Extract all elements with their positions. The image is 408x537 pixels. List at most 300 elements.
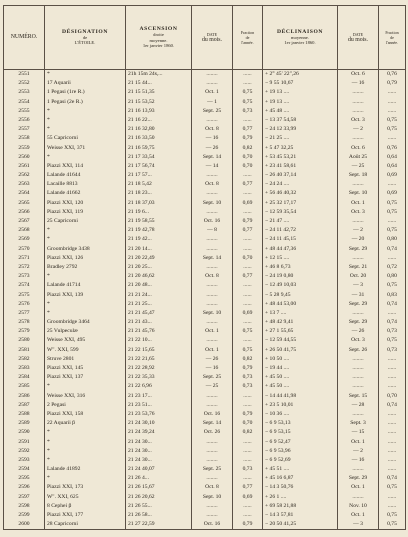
declination-date: ........ [338, 134, 379, 143]
declination-fraction: ...... [379, 428, 406, 437]
table-row [4, 428, 406, 437]
declination-fraction: 0,64 [379, 153, 406, 162]
right-ascension: 21 18 23... [126, 189, 192, 198]
ascension-date: Sept. 10 [192, 309, 233, 318]
declination-fraction: ...... [379, 180, 406, 189]
ascension-fraction: 0,73 [233, 465, 263, 474]
declination-date: — 31 [338, 291, 379, 300]
declination: − 12 59 35,54 [263, 208, 338, 217]
right-ascension: 21 19 42,78 [126, 226, 192, 235]
header-designation: DÉSIGNATION de L'ÉTOILE. [45, 6, 126, 70]
declination-fraction: 0,73 [379, 346, 406, 355]
declination-fraction: 0,74 [379, 300, 406, 309]
right-ascension: 21 20 46,62 [126, 272, 192, 281]
declination: − 21 25 .... [263, 134, 338, 143]
declination: + 69 58 21,88 [263, 502, 338, 511]
ascension-fraction: ...... [233, 79, 263, 88]
ascension-date: — 26 [192, 144, 233, 153]
right-ascension: 21 22 21,65 [126, 355, 192, 364]
table-row [4, 144, 406, 153]
declination-fraction: 0,74 [379, 474, 406, 483]
declination-date: — 15 [338, 428, 379, 437]
row-number: 2561 [4, 162, 45, 171]
declination: − 14 3 57,81 [263, 511, 338, 520]
declination-fraction: 0,76 [379, 144, 406, 153]
declination: − 24 11 45,15 [263, 235, 338, 244]
table-row [4, 116, 406, 125]
declination-date: ........ [338, 465, 379, 474]
table-row [4, 300, 406, 309]
star-designation: 28 Capricorni [45, 520, 126, 530]
declination-date: Oct. 3 [338, 336, 379, 345]
declination-date: — 25 [338, 162, 379, 171]
ascension-date: ........ [192, 511, 233, 520]
table-row [4, 208, 406, 217]
ascension-fraction: 0,79 [233, 520, 263, 530]
row-number: 2555 [4, 107, 45, 116]
ascension-fraction: ...... [233, 336, 263, 345]
star-designation: Weisse XXI, 495 [45, 336, 126, 345]
table-row [4, 502, 406, 511]
right-ascension: 21 15 44... [126, 79, 192, 88]
declination: − 12 59 44,55 [263, 336, 338, 345]
declination: − 10 36 .... [263, 410, 338, 419]
row-number: 2582 [4, 355, 45, 364]
declination-date: — 26 [338, 327, 379, 336]
declination: + 45 50 .... [263, 382, 338, 391]
right-ascension: 21 21 43... [126, 318, 192, 327]
declination-date: ........ [338, 309, 379, 318]
ascension-fraction: 0,73 [233, 373, 263, 382]
ascension-fraction: ...... [233, 502, 263, 511]
row-number: 2562 [4, 171, 45, 180]
ascension-fraction: 0,77 [233, 272, 263, 281]
row-number: 2600 [4, 520, 45, 530]
declination: + 2° 45' 22",26 [263, 70, 338, 80]
ascension-fraction: 0,69 [233, 493, 263, 502]
ascension-date: — 14 [192, 162, 233, 171]
ascension-date: Oct. 16 [192, 410, 233, 419]
ascension-date: Oct. 8 [192, 125, 233, 134]
declination: + 26 1 .... [263, 493, 338, 502]
declination-date: ........ [338, 180, 379, 189]
row-number: 2583 [4, 364, 45, 373]
declination-date: Sept. 29 [338, 300, 379, 309]
ascension-date: ........ [192, 79, 233, 88]
declination-date: Août 25 [338, 153, 379, 162]
table-row [4, 309, 406, 318]
row-number: 2576 [4, 300, 45, 309]
declination: − 14 3 50,76 [263, 483, 338, 492]
ascension-date: Oct. 1 [192, 346, 233, 355]
table-row [4, 419, 406, 428]
star-designation: Piazzi XXI, 158 [45, 410, 126, 419]
declination-fraction: ...... [379, 382, 406, 391]
row-number: 2557 [4, 125, 45, 134]
table-row [4, 474, 406, 483]
right-ascension: 21h 15m 24s,... [126, 70, 192, 80]
declination: + 48 44 47,36 [263, 245, 338, 254]
star-designation: 55 Capricorni [45, 134, 126, 143]
row-number: 2567 [4, 217, 45, 226]
right-ascension: 21 26 15,67 [126, 483, 192, 492]
declination: − 6 9 53,15 [263, 428, 338, 437]
ascension-date: Oct. 8 [192, 483, 233, 492]
right-ascension: 21 22 35,33 [126, 373, 192, 382]
row-number: 2581 [4, 346, 45, 355]
right-ascension: 21 16 32,80 [126, 125, 192, 134]
declination-fraction: ...... [379, 410, 406, 419]
ascension-date: — 16 [192, 364, 233, 373]
star-designation: W". XXI, 599 [45, 346, 126, 355]
ascension-date: ........ [192, 70, 233, 80]
right-ascension: 21 19 58,55 [126, 217, 192, 226]
declination: − 6 9 52,69 [263, 456, 338, 465]
right-ascension: 21 23 17... [126, 392, 192, 401]
ascension-fraction: 0,69 [233, 309, 263, 318]
declination-date: Oct. 6 [338, 144, 379, 153]
star-designation: Weisse XXI, 371 [45, 144, 126, 153]
star-designation: Piazzi XXI, 126 [45, 254, 126, 263]
star-designation: * [45, 309, 126, 318]
declination-fraction: 0,75 [379, 520, 406, 530]
ascension-date: ........ [192, 456, 233, 465]
right-ascension: 21 21 45,76 [126, 327, 192, 336]
ascension-fraction: ...... [233, 456, 263, 465]
declination-date: Nov. 10 [338, 502, 379, 511]
header-ascension: ASCENSION droite moyenne. 1er janvier 1860. [126, 6, 192, 70]
ascension-date: ........ [192, 281, 233, 290]
right-ascension: 21 24 30,10 [126, 419, 192, 428]
right-ascension: 21 19 6... [126, 208, 192, 217]
declination-fraction: 0,75 [379, 226, 406, 235]
star-designation: Piazzi XXI, 173 [45, 483, 126, 492]
row-number: 2596 [4, 483, 45, 492]
declination-date: Oct. 1 [338, 511, 379, 520]
ascension-date: Oct. 1 [192, 327, 233, 336]
declination-date: ........ [338, 254, 379, 263]
declination: + 13 7 .... [263, 309, 338, 318]
ascension-date: ........ [192, 291, 233, 300]
row-number: 2574 [4, 281, 45, 290]
declination-fraction: 0,69 [379, 171, 406, 180]
declination-date: — 20 [338, 235, 379, 244]
declination-date: ........ [338, 107, 379, 116]
row-number: 2566 [4, 208, 45, 217]
star-designation: Piazzi XXI, 137 [45, 373, 126, 382]
ascension-fraction: ...... [233, 392, 263, 401]
declination-date: — 3 [338, 281, 379, 290]
declination-date: — 28 [338, 401, 379, 410]
star-designation: 8 Cephei β [45, 502, 126, 511]
declination-fraction: ...... [379, 373, 406, 382]
table-row [4, 447, 406, 456]
declination-date: Sept. 10 [338, 189, 379, 198]
ascension-date: ........ [192, 392, 233, 401]
star-designation: Lacaille 8813 [45, 180, 126, 189]
row-number: 2573 [4, 272, 45, 281]
table-row [4, 254, 406, 263]
ascension-date: ........ [192, 318, 233, 327]
declination: − 13 37 54,58 [263, 116, 338, 125]
star-designation: * [45, 107, 126, 116]
star-designation: * [45, 438, 126, 447]
declination-fraction: 0,74 [379, 318, 406, 327]
declination: + 48 42 9,41 [263, 318, 338, 327]
row-number: 2570 [4, 245, 45, 254]
row-number: 2589 [4, 419, 45, 428]
right-ascension: 21 21 24... [126, 291, 192, 300]
declination-fraction: ...... [379, 88, 406, 97]
right-ascension: 21 22 6,96 [126, 382, 192, 391]
row-number: 2584 [4, 373, 45, 382]
row-number: 2565 [4, 199, 45, 208]
ascension-fraction: ...... [233, 171, 263, 180]
ascension-fraction: 0,75 [233, 98, 263, 107]
declination-fraction: ...... [379, 134, 406, 143]
row-number: 2585 [4, 382, 45, 391]
declination-fraction: 0,75 [379, 511, 406, 520]
right-ascension: 21 15 53,52 [126, 98, 192, 107]
table-row [4, 199, 406, 208]
ascension-date: Sept. 14 [192, 153, 233, 162]
star-designation: * [45, 116, 126, 125]
table-row [4, 483, 406, 492]
declination: − 19 44 .... [263, 364, 338, 373]
table-row [4, 346, 406, 355]
ascension-date: ........ [192, 116, 233, 125]
row-number: 2572 [4, 263, 45, 272]
declination-date: Sept. 21 [338, 263, 379, 272]
table-row [4, 520, 406, 530]
ascension-date: Sept. 25 [192, 465, 233, 474]
declination: − 9 55 10,67 [263, 79, 338, 88]
row-number: 2577 [4, 309, 45, 318]
right-ascension: 21 27 22,59 [126, 520, 192, 530]
declination-fraction: ...... [379, 419, 406, 428]
declination: − 6 9 53,96 [263, 447, 338, 456]
star-designation: 2 Pegasi [45, 401, 126, 410]
star-designation: * [45, 428, 126, 437]
right-ascension: 21 19 42... [126, 235, 192, 244]
declination-fraction: 0,75 [379, 336, 406, 345]
ascension-date: ........ [192, 502, 233, 511]
star-designation: Piazzi XXI, 177 [45, 511, 126, 520]
ascension-fraction: 0,79 [233, 134, 263, 143]
declination-fraction: ...... [379, 456, 406, 465]
ascension-date: — 8 [192, 226, 233, 235]
ascension-fraction: ...... [233, 401, 263, 410]
star-designation: Lalande 41892 [45, 465, 126, 474]
table-header-row [4, 6, 406, 70]
row-number: 2551 [4, 70, 45, 80]
star-designation: Piazzi XXI, 114 [45, 162, 126, 171]
declination-date: ........ [338, 493, 379, 502]
declination-date: ........ [338, 410, 379, 419]
table-row [4, 272, 406, 281]
declination-fraction: 0,75 [379, 116, 406, 125]
table-row [4, 364, 406, 373]
right-ascension: 21 18 37,03 [126, 199, 192, 208]
declination: + 25 32 17,17 [263, 199, 338, 208]
table-row [4, 373, 406, 382]
table-row [4, 70, 406, 80]
star-catalogue-table [3, 5, 406, 530]
declination: − 24 19 0,80 [263, 272, 338, 281]
row-number: 2560 [4, 153, 45, 162]
star-designation: Struve 2801 [45, 355, 126, 364]
right-ascension: 21 24 30... [126, 438, 192, 447]
declination-fraction: 0,79 [379, 79, 406, 88]
right-ascension: 21 24 39,24 [126, 428, 192, 437]
declination-fraction: 0,74 [379, 245, 406, 254]
declination-fraction: 0,74 [379, 401, 406, 410]
declination: − 24 24 .... [263, 180, 338, 189]
declination: + 56 46 40,32 [263, 189, 338, 198]
declination-fraction: ...... [379, 502, 406, 511]
right-ascension: 21 17 33,54 [126, 153, 192, 162]
declination: + 48 44 53,00 [263, 300, 338, 309]
star-designation: * [45, 382, 126, 391]
ascension-fraction: ...... [233, 438, 263, 447]
ascension-date: ........ [192, 401, 233, 410]
right-ascension: 21 20 25... [126, 263, 192, 272]
ascension-fraction: ...... [233, 300, 263, 309]
ascension-date: Oct. 1 [192, 88, 233, 97]
declination-fraction: 0,75 [379, 281, 406, 290]
table-row [4, 327, 406, 336]
row-number: 2597 [4, 493, 45, 502]
declination-fraction: ...... [379, 309, 406, 318]
ascension-date: Oct. 16 [192, 520, 233, 530]
declination: − 6 9 52,47 [263, 438, 338, 447]
ascension-fraction: 0,77 [233, 180, 263, 189]
declination: − 6 9 53,13 [263, 419, 338, 428]
table-row [4, 336, 406, 345]
header-numero: NUMÉRO. [4, 6, 45, 70]
declination-fraction: 0,72 [379, 263, 406, 272]
table-row [4, 162, 406, 171]
right-ascension: 21 26 4... [126, 474, 192, 483]
ascension-date: Sept. 10 [192, 199, 233, 208]
right-ascension: 21 15 51,35 [126, 88, 192, 97]
table-row [4, 235, 406, 244]
right-ascension: 21 26 20,62 [126, 493, 192, 502]
table-row [4, 382, 406, 391]
declination-date: — 16 [338, 79, 379, 88]
ascension-fraction: 0,75 [233, 88, 263, 97]
row-number: 2579 [4, 327, 45, 336]
ascension-date: ........ [192, 171, 233, 180]
ascension-fraction: 0,82 [233, 355, 263, 364]
star-designation: 25 Vulpeculæ [45, 327, 126, 336]
ascension-fraction: 0,70 [233, 254, 263, 263]
header-date-ascension: DATE du mois. [192, 6, 233, 70]
ascension-fraction: ...... [233, 511, 263, 520]
table-row [4, 98, 406, 107]
declination: − 21 47 .... [263, 217, 338, 226]
ascension-date: ........ [192, 208, 233, 217]
ascension-date: Sept. 10 [192, 493, 233, 502]
row-number: 2554 [4, 98, 45, 107]
ascension-fraction: ...... [233, 474, 263, 483]
header-date-declinaison: DATE du mois. [338, 6, 379, 70]
declination-date: — 2 [338, 226, 379, 235]
ascension-fraction: ...... [233, 318, 263, 327]
row-number: 2595 [4, 474, 45, 483]
declination: + 53 45 53,21 [263, 153, 338, 162]
declination: + 45 48 .... [263, 107, 338, 116]
header-declinaison: DÉCLINAISON moyenne. 1er janvier 1860. [263, 6, 338, 70]
declination-date: Oct. 3 [338, 116, 379, 125]
right-ascension: 21 21 25... [126, 300, 192, 309]
ascension-fraction: ...... [233, 70, 263, 80]
ascension-fraction: 0,77 [233, 483, 263, 492]
ascension-fraction: 0,70 [233, 419, 263, 428]
right-ascension: 21 16 13,93 [126, 107, 192, 116]
ascension-date: ........ [192, 300, 233, 309]
star-designation: * [45, 125, 126, 134]
table-row [4, 465, 406, 474]
declination: − 14 44 41,98 [263, 392, 338, 401]
declination: + 23 41 58,61 [263, 162, 338, 171]
right-ascension: 21 24 30... [126, 447, 192, 456]
star-designation: W". XXI, 625 [45, 493, 126, 502]
star-designation: Piazzi XXI, 139 [45, 291, 126, 300]
row-number: 2580 [4, 336, 45, 345]
declination-date: ........ [338, 364, 379, 373]
row-number: 2587 [4, 401, 45, 410]
declination: + 12 15 .... [263, 254, 338, 263]
star-designation: 1 Pegasi (1re R.) [45, 88, 126, 97]
declination: + 27 1 55,65 [263, 327, 338, 336]
ascension-fraction: ...... [233, 235, 263, 244]
ascension-date: — 26 [192, 355, 233, 364]
ascension-date: Oct. 26 [192, 428, 233, 437]
table-row [4, 401, 406, 410]
row-number: 2591 [4, 438, 45, 447]
declination-date: ........ [338, 382, 379, 391]
ascension-fraction: 0,82 [233, 428, 263, 437]
ascension-fraction: 0,77 [233, 125, 263, 134]
declination-date: Sept. 15 [338, 392, 379, 401]
table-row [4, 245, 406, 254]
row-number: 2559 [4, 144, 45, 153]
declination: + 10 50 .... [263, 355, 338, 364]
star-designation: 22 Aquarii β [45, 419, 126, 428]
star-designation: * [45, 447, 126, 456]
right-ascension: 21 24 30... [126, 456, 192, 465]
star-designation: * [45, 272, 126, 281]
star-designation: 17 Aquarii [45, 79, 126, 88]
right-ascension: 21 18 5,42 [126, 180, 192, 189]
table-row [4, 217, 406, 226]
row-number: 2586 [4, 392, 45, 401]
declination-date: ........ [338, 217, 379, 226]
right-ascension: 21 21 45,47 [126, 309, 192, 318]
table-row [4, 171, 406, 180]
declination-fraction: 0,75 [379, 125, 406, 134]
ascension-fraction: ...... [233, 263, 263, 272]
ascension-fraction: ...... [233, 447, 263, 456]
declination-date: Oct. 3 [338, 208, 379, 217]
ascension-fraction: ...... [233, 291, 263, 300]
star-designation: Weisse XXI, 316 [45, 392, 126, 401]
declination-date: Oct. 6 [338, 70, 379, 80]
table-row [4, 153, 406, 162]
row-number: 2556 [4, 116, 45, 125]
right-ascension: 21 22 10... [126, 336, 192, 345]
